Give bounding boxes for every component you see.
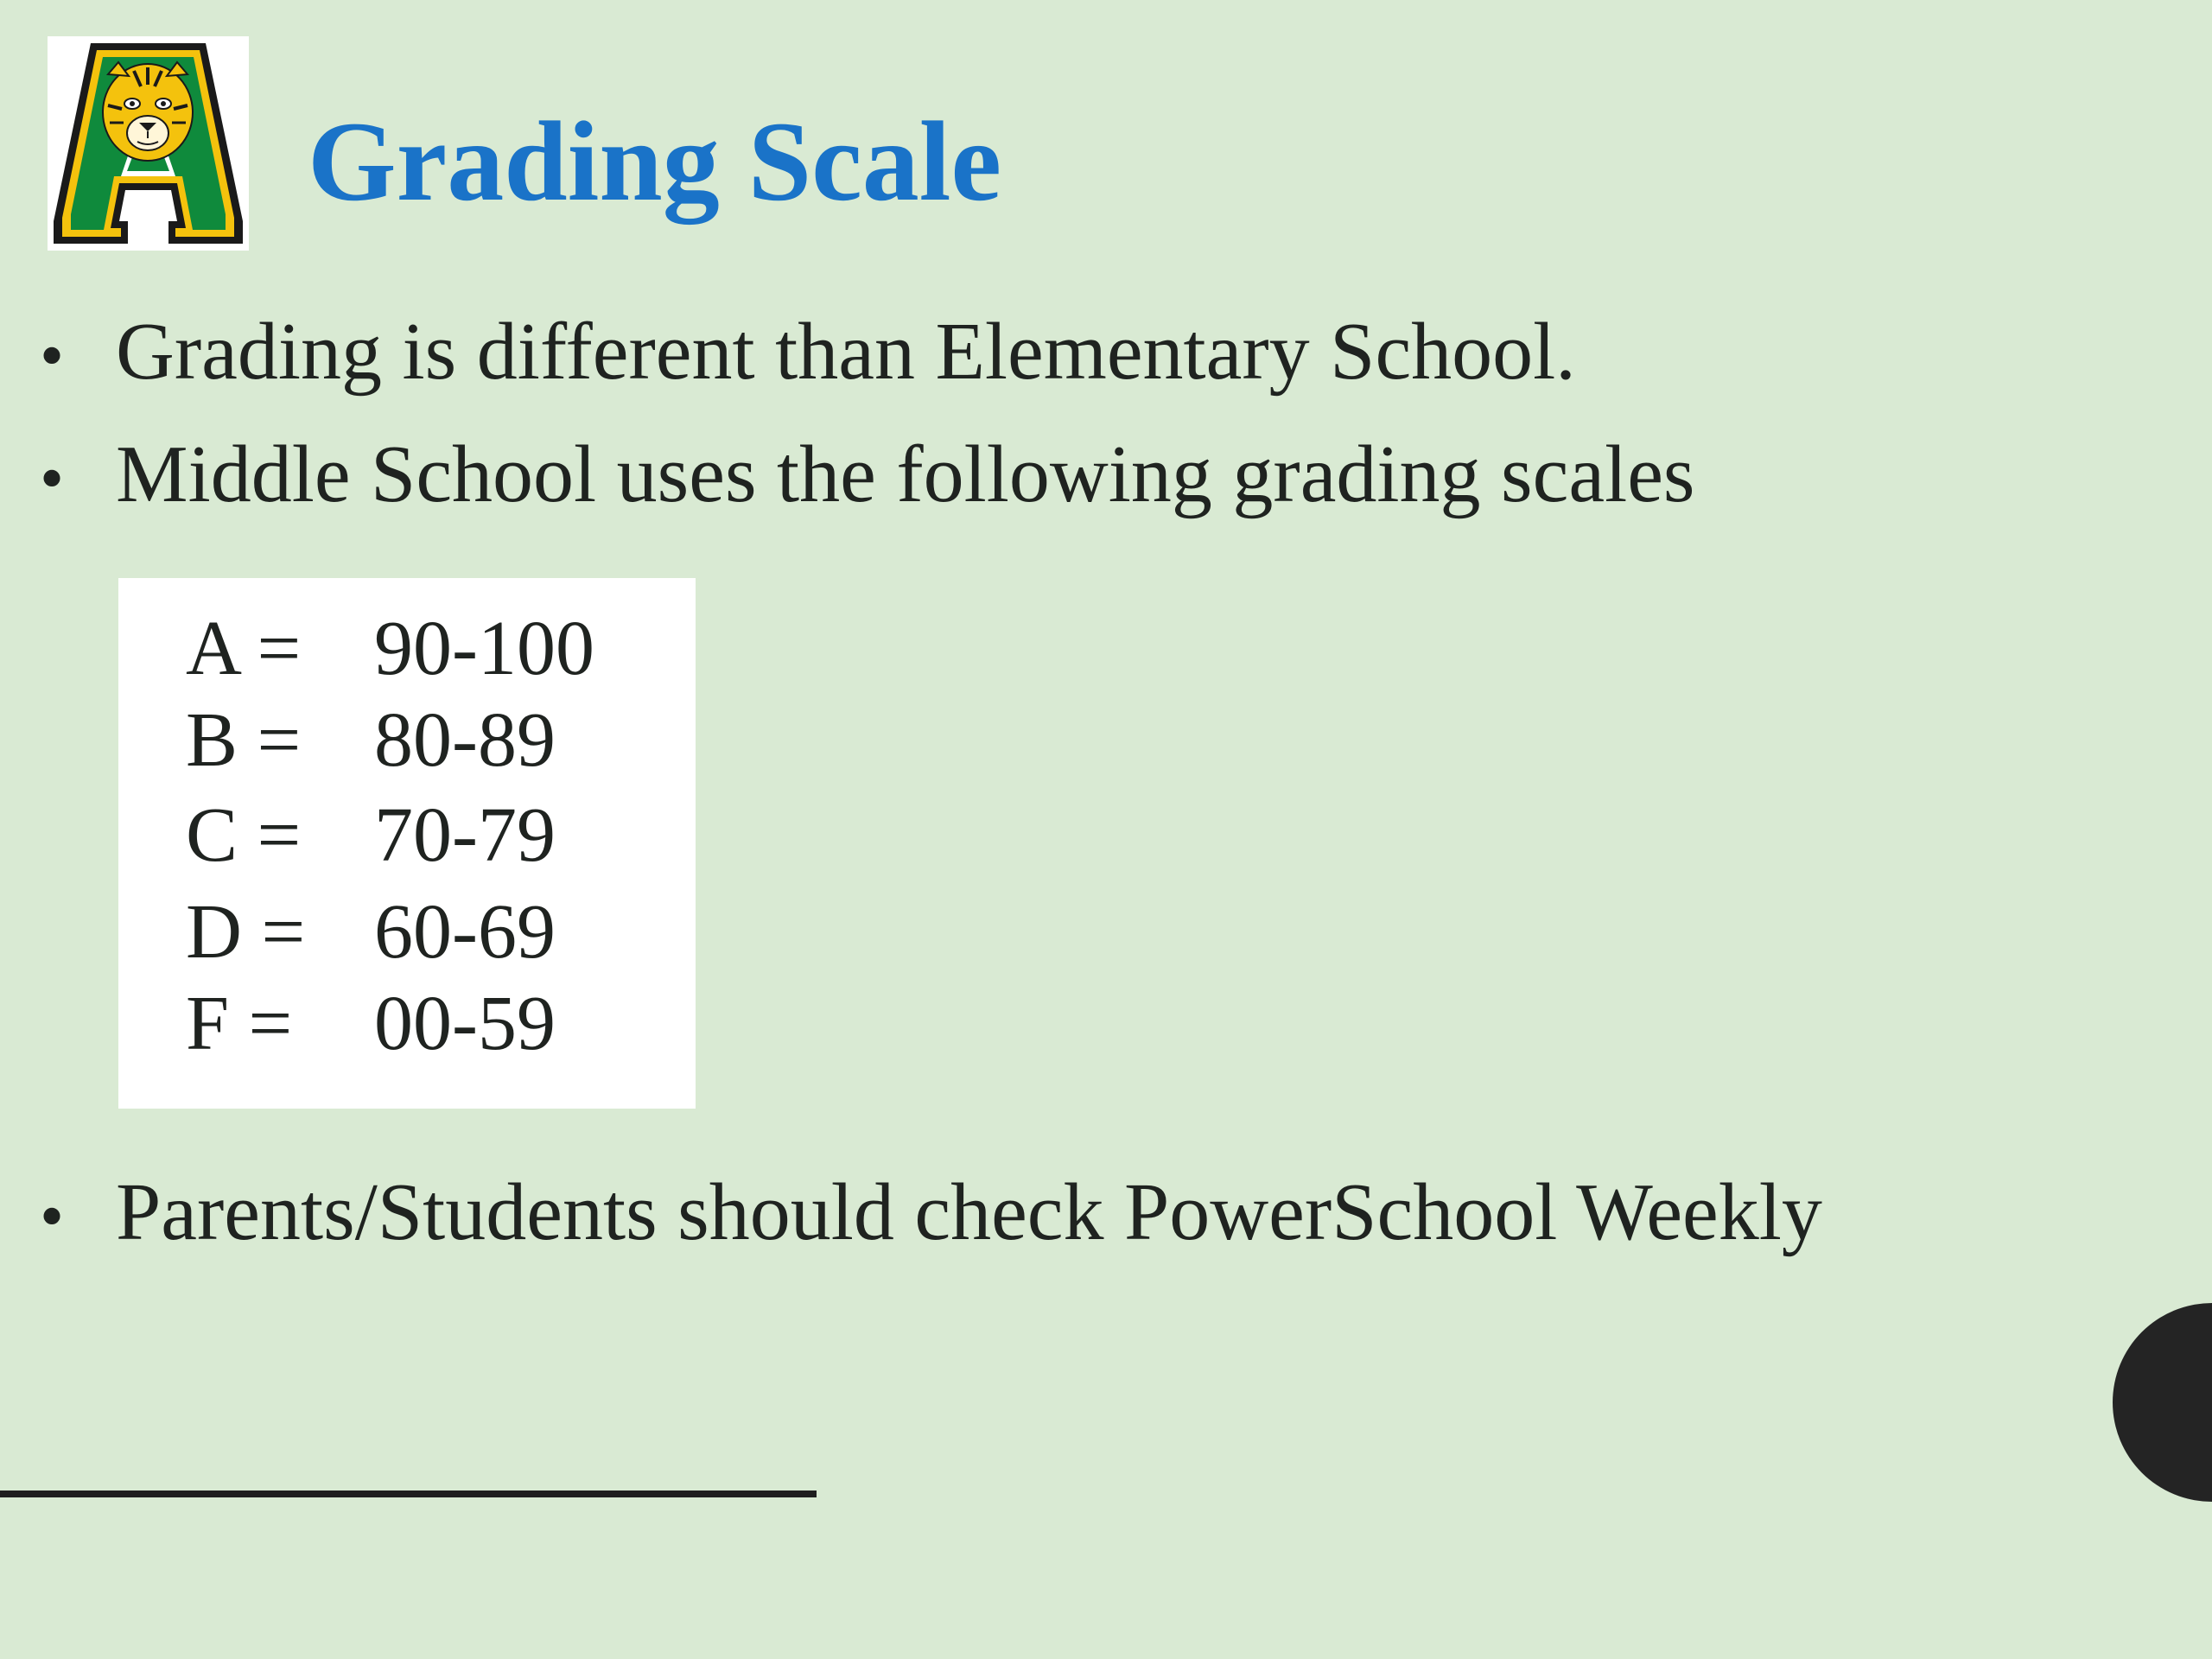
grade-letter: C = bbox=[186, 792, 302, 878]
grade-range: 80-89 bbox=[374, 697, 556, 783]
grade-row bbox=[186, 606, 594, 692]
bullet-item bbox=[40, 427, 1695, 526]
bullet-text: Grading is different than Elementary School. bbox=[116, 307, 1576, 397]
slide-title: Grading Scale bbox=[308, 98, 1002, 225]
school-letter-a-tiger-logo-icon bbox=[48, 36, 249, 251]
grade-letter: F = bbox=[186, 981, 293, 1066]
grade-row bbox=[186, 697, 556, 784]
decorative-rule bbox=[0, 1491, 817, 1497]
grade-range: 70-79 bbox=[374, 792, 556, 878]
grade-row bbox=[186, 981, 556, 1067]
grade-row bbox=[186, 792, 556, 879]
bullet-icon: • bbox=[40, 1179, 65, 1255]
bullet-text: Parents/Students should check PowerSchool Weekly bbox=[116, 1167, 1822, 1257]
grade-range: 00-59 bbox=[374, 981, 556, 1066]
bullet-item bbox=[40, 1165, 1822, 1264]
grade-letter: A = bbox=[186, 606, 302, 691]
grade-letter: B = bbox=[186, 697, 302, 783]
grade-row bbox=[186, 889, 556, 976]
bullet-item bbox=[40, 304, 1576, 404]
grading-scale-table bbox=[118, 578, 696, 1109]
grade-letter: D = bbox=[186, 889, 306, 975]
grade-range: 60-69 bbox=[374, 889, 556, 975]
bullet-text: Middle School uses the following grading scales bbox=[116, 429, 1695, 519]
school-logo bbox=[48, 36, 249, 251]
bullet-icon: • bbox=[40, 441, 65, 517]
decorative-circle bbox=[2113, 1303, 2212, 1502]
grade-range: 90-100 bbox=[374, 606, 594, 691]
bullet-icon: • bbox=[40, 318, 65, 394]
